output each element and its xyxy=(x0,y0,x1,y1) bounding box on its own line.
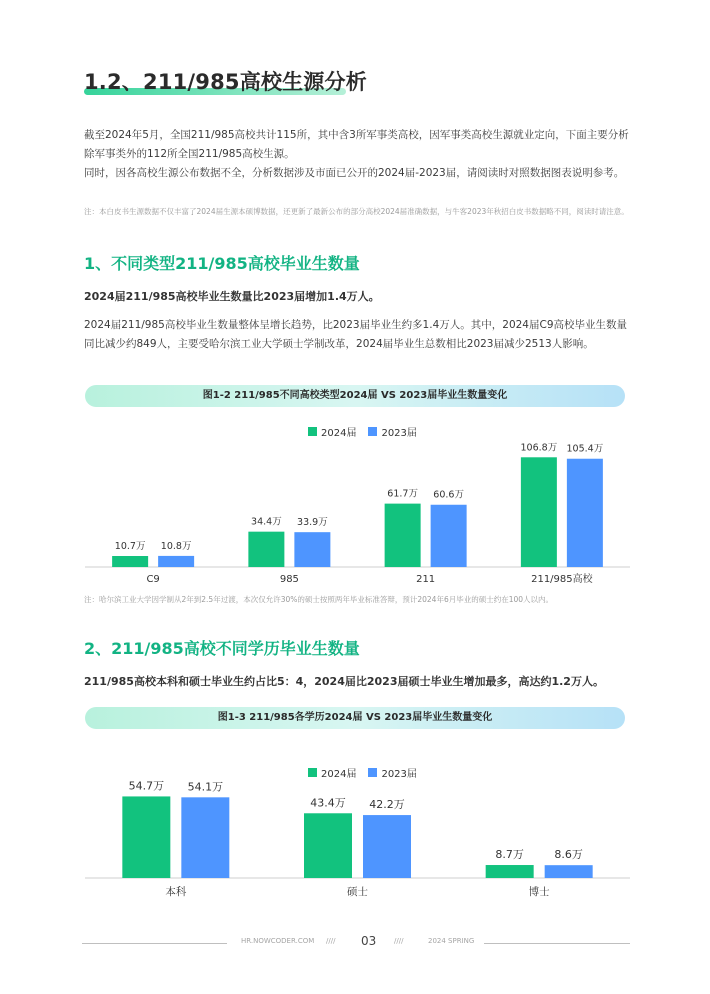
chart1-title-banner: 图1-2 211/985不同高校类型2024届 VS 2023届毕业生数量变化 xyxy=(85,385,625,407)
section2-subheading: 211/985高校本科和硕士毕业生约占比5：4，2024届比2023届硕士毕业生增加最多，高达约1.2万人。 xyxy=(84,675,604,688)
intro-paragraph-1: 截至2024年5月，全国211/985高校共计115所，其中含3所军事类高校，因军事类高校生源就业定向，下面主要分析除军事类外的112所全国211/985高校生源。 xyxy=(84,129,629,160)
bar-value-label: 105.4万 xyxy=(566,443,604,455)
bar-2023-2 xyxy=(545,865,593,878)
bar-2023-0 xyxy=(181,797,229,878)
bar-2023-1 xyxy=(294,532,330,567)
page-title: 1.2、211/985高校生源分析 xyxy=(84,70,367,94)
category-label: 211 xyxy=(416,574,436,585)
bar-value-label: 60.6万 xyxy=(433,489,464,501)
bar-value-label: 10.8万 xyxy=(160,540,192,552)
footer-line-right xyxy=(484,943,630,944)
legend-item-2023 xyxy=(368,424,416,439)
chart1-note: 注：哈尔滨工业大学因学制从2年到2.5年过渡，本次仅允许30%的硕士按照两年毕业标准答辩，预计2024年6月毕业的硕士约在100人以内。 xyxy=(84,595,554,604)
footer-season: 2024 SPRING xyxy=(428,937,475,945)
legend-swatch-2024 xyxy=(308,427,317,436)
bar-value-label: 54.7万 xyxy=(128,779,165,793)
legend2-label-2023: 2023届 xyxy=(381,769,417,780)
bar-2024-0 xyxy=(112,556,148,567)
category-label: 硕士 xyxy=(347,886,368,898)
bar-value-label: 54.1万 xyxy=(187,780,224,794)
section1-heading: 1、不同类型211/985高校毕业生数量 xyxy=(84,254,360,273)
bar-2024-2 xyxy=(385,504,421,567)
legend-label-2023: 2023届 xyxy=(381,428,417,439)
category-label: C9 xyxy=(146,574,160,585)
page-number: 03 xyxy=(361,934,377,948)
legend-item-2024 xyxy=(308,424,356,439)
bar-value-label: 8.6万 xyxy=(554,848,583,862)
section2-heading: 2、211/985高校不同学历毕业生数量 xyxy=(84,639,360,658)
category-label: 211/985高校 xyxy=(531,574,593,585)
footer-site: HR.NOWCODER.COM xyxy=(241,937,315,945)
footer-line-left xyxy=(82,943,227,944)
bar-2024-2 xyxy=(486,865,534,878)
section1-body: 2024届211/985高校毕业生数量整体呈增长趋势，比2023届毕业生约多1.4万人。其中，2024届C9高校毕业生数量同比减少约849人，主要受哈尔滨工业大学硕士学制改革，2024届毕业生总数相比2023届减少2513人影响。 xyxy=(84,319,627,350)
legend2-label-2024: 2024届 xyxy=(321,769,357,780)
bar-2024-1 xyxy=(248,532,284,567)
bar-2023-2 xyxy=(431,505,467,567)
bar-2023-0 xyxy=(158,556,194,567)
bar-value-label: 106.8万 xyxy=(520,442,558,454)
bar-value-label: 43.4万 xyxy=(310,796,346,810)
bar-value-label: 42.2万 xyxy=(369,798,405,812)
intro-paragraph-2: 同时，因各高校生源公布数据不全，分析数据涉及市面已公开的2024届-2023届，请阅读时对照数据图表说明参考。 xyxy=(84,167,625,179)
bar-2024-1 xyxy=(304,813,352,878)
legend-label-2024: 2024届 xyxy=(321,428,357,439)
bar-2023-1 xyxy=(363,815,411,878)
chart1-legend xyxy=(308,424,417,439)
chart1-svg xyxy=(85,440,630,590)
bar-value-label: 8.7万 xyxy=(495,848,524,862)
category-label: 博士 xyxy=(528,886,550,898)
footer-separator-left: //// xyxy=(326,937,336,945)
bar-2024-0 xyxy=(122,796,170,878)
legend-swatch-2023 xyxy=(368,427,377,436)
chart2-title-banner: 图1-3 211/985各学历2024届 VS 2023届毕业生数量变化 xyxy=(85,707,625,729)
intro-note: 注：本白皮书生源数据不仅丰富了2024届生源本硕博数据，还更新了最新公布的部分高校2024届准确数据，与牛客2023年秋招白皮书数据略不同，阅读时请注意。 xyxy=(84,207,629,216)
bar-value-label: 33.9万 xyxy=(297,517,328,529)
bar-value-label: 34.4万 xyxy=(251,516,282,528)
bar-2024-3 xyxy=(521,457,557,567)
category-label: 本科 xyxy=(165,886,187,898)
bar-value-label: 10.7万 xyxy=(114,541,146,553)
bar-2023-3 xyxy=(567,459,603,567)
category-label: 985 xyxy=(279,574,299,585)
footer-separator-right: //// xyxy=(394,937,404,945)
chart2-svg xyxy=(85,775,630,905)
section1-subheading: 2024届211/985高校毕业生数量比2023届增加1.4万人。 xyxy=(84,290,380,303)
bar-value-label: 61.7万 xyxy=(387,488,418,500)
